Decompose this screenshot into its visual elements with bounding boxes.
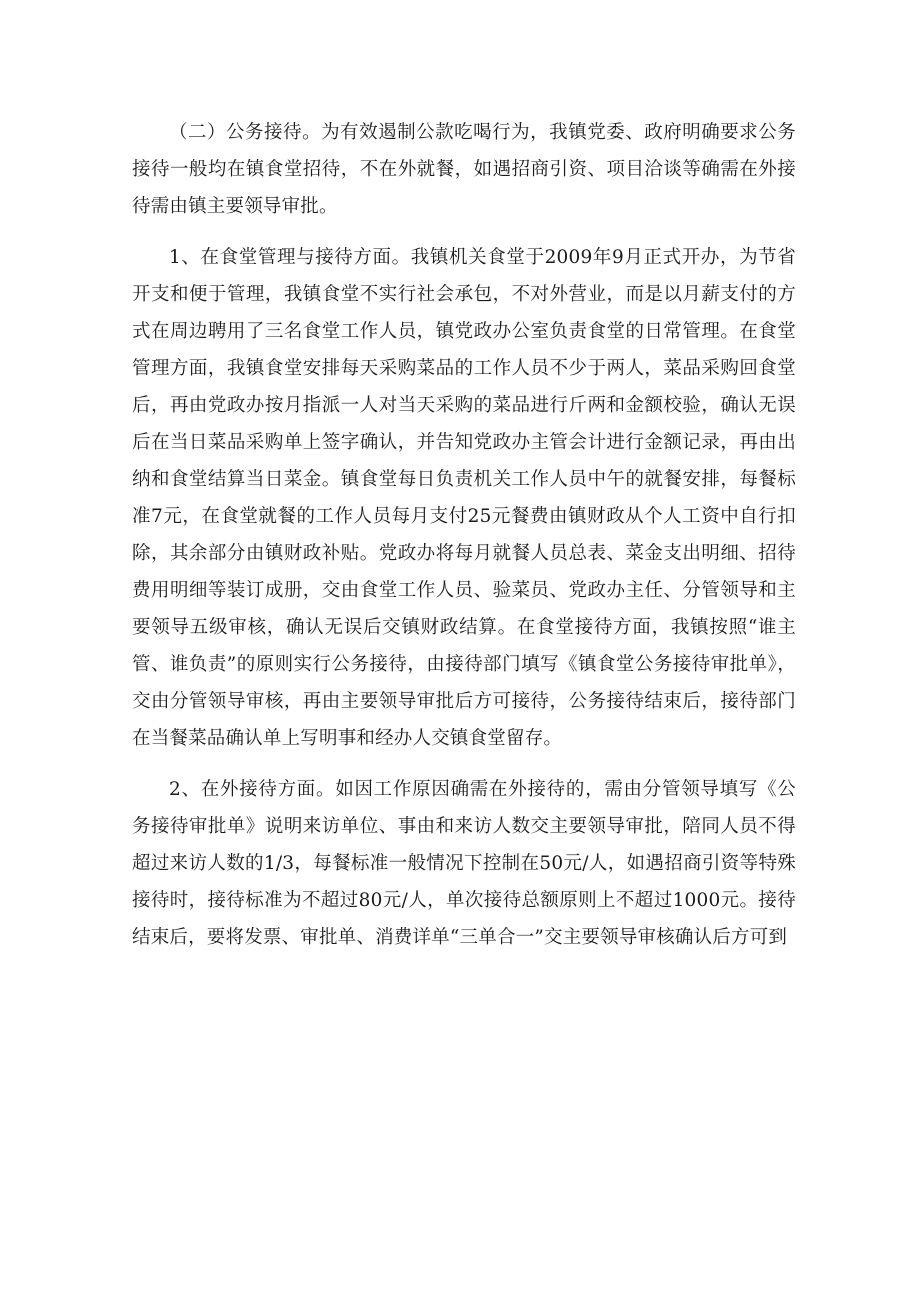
paragraph-official-reception: （二）公务接待。为有效遏制公款吃喝行为，我镇党委、政府明确要求公务接待一般均在镇食堂招待，不在外就餐，如遇招商引资、项目洽谈等确需在外接待需由镇主要领导审批。: [132, 122, 796, 217]
paragraph-canteen-management: 1、在食堂管理与接待方面。我镇机关食堂于2009年9月正式开办，为节省开支和便于管理，我镇食堂不实行社会承包，不对外营业，而是以月薪支付的方式在周边聘用了三名食堂工作人员，镇党政办公室负责食堂的日常管理。在食堂管理方面，我镇食堂安排每天采购菜品的工作人员不少于两人，菜品采购回食堂后，再由党政办按月指派一人对当天采购的菜品进行斤两和金额校验，确认无误后在当日菜品采购单上签字确认，并告知党政办主管会计进行金额记录，再由出纳和食堂结算当日菜金。镇食堂每日负责机关工作人员中午的就餐安排，每餐标准7元，在食堂就餐的工作人员每月支付25元餐费由镇财政从个人工资中自行扣除，其余部分由镇财政补贴。党政办将每月就餐人员总表、菜金支出明细、招待费用明细等装订成册，交由食堂工作人员、验菜员、党政办主任、分管领导和主要领导五级审核，确认无误后交镇财政结算。在食堂接待方面，我镇按照“谁主管、谁负责”的原则实行公务接待，由接待部门填写《镇食堂公务接待审批单》，交由分管领导审核，再由主要领导审批后方可接待，公务接待结束后，接待部门在当餐菜品确认单上写明事和经办人交镇食堂留存。: [132, 247, 796, 749]
document-body: [132, 114, 796, 970]
paragraph-external-reception: 2、在外接待方面。如因工作原因确需在外接待的，需由分管领导填写《公务接待审批单》说明来访单位、事由和来访人数交主要领导审批，陪同人员不得超过来访人数的1/3，每餐标准一般情况下控制在50元/人，如遇招商引资等特殊接待时，接待标准为不超过80元/人，单次接待总额原则上不超过1000元。接待结束后，要将发票、审批单、消费详单“三单合一”交主要领导审核确认后方可到: [132, 779, 796, 948]
